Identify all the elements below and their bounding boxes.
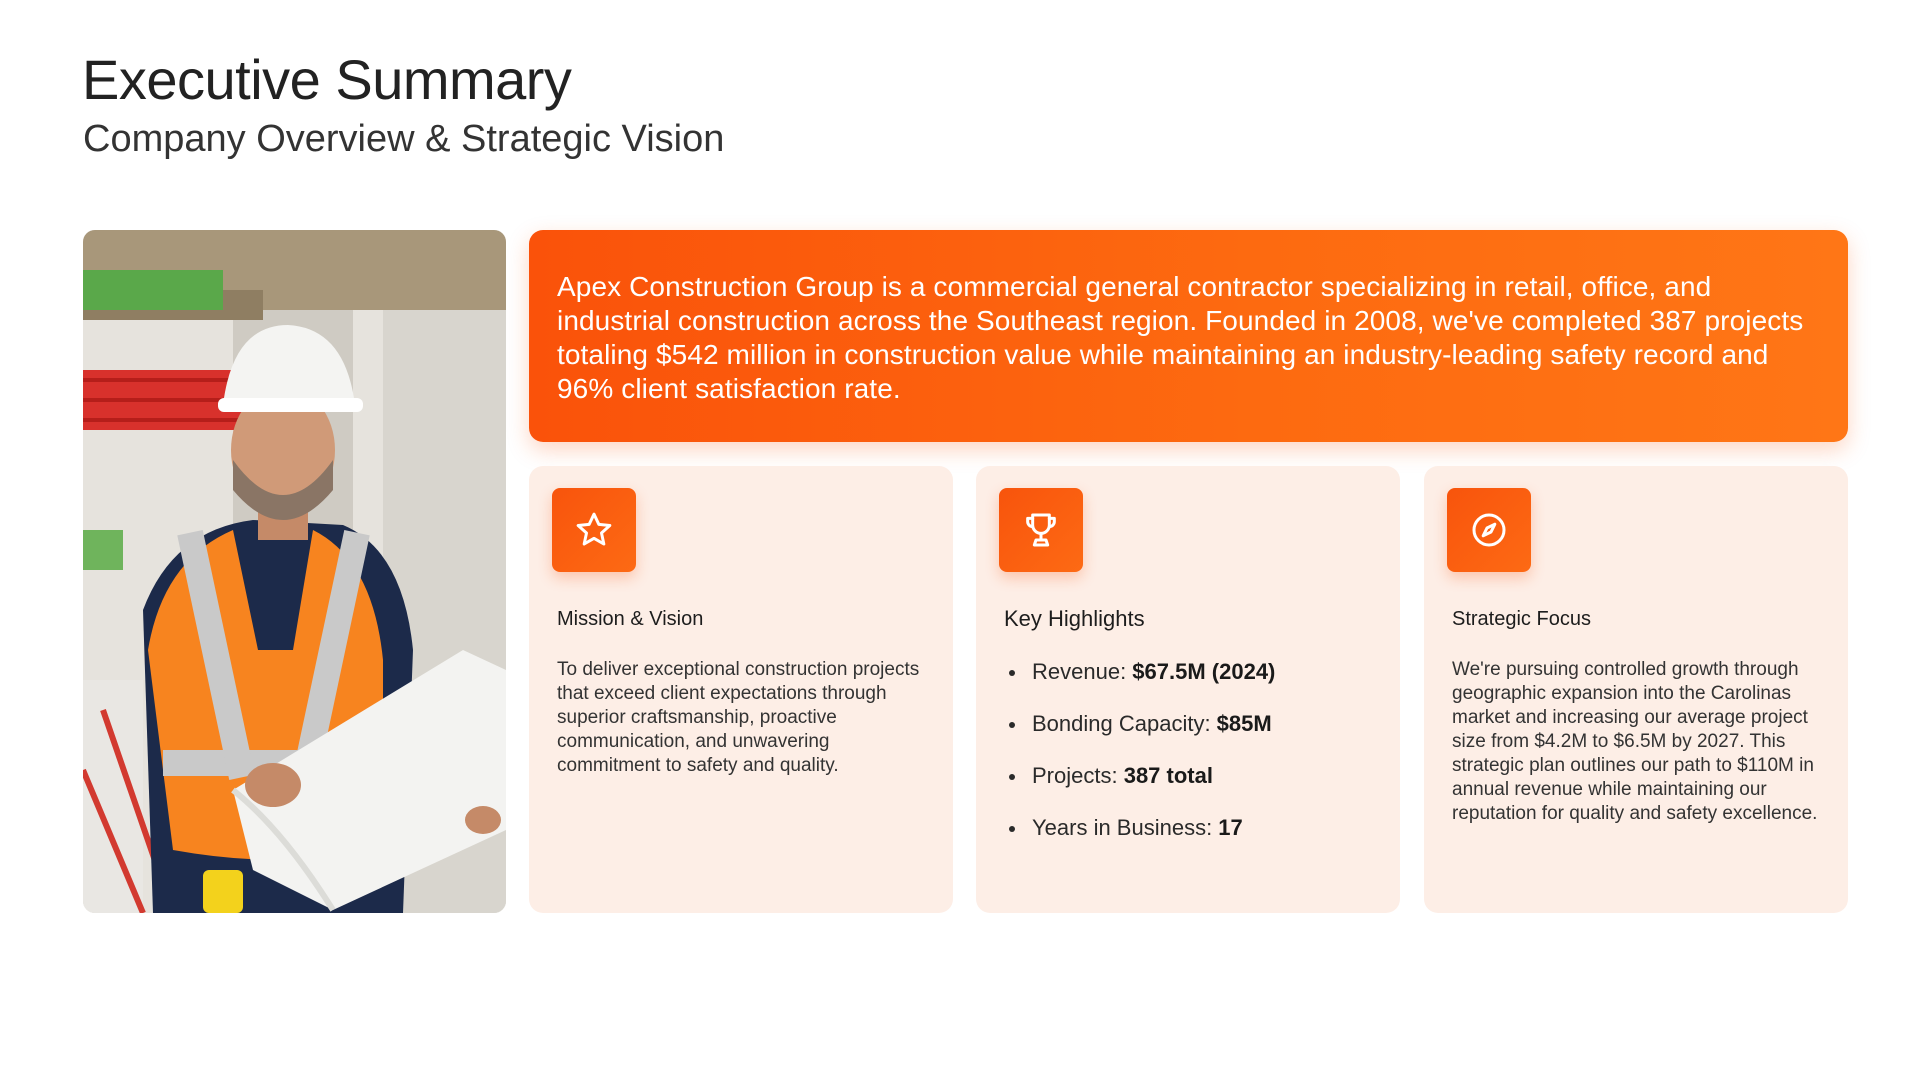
list-item: Projects: 387 total	[1004, 762, 1372, 790]
list-item: Bonding Capacity: $85M	[1004, 710, 1372, 738]
card-title: Key Highlights	[1004, 606, 1145, 631]
company-summary-text: Apex Construction Group is a commercial general contractor specializing in retail, office, and industrial construction across the Southeast region. Founded in 2008, we've completed 387 projects totaling $542 million in construction value while maintaining an industry-leading safety record and 96% client satisfaction rate.	[557, 271, 1804, 404]
card-text: We're pursuing controlled growth through geographic expansion into the Carolinas market and increasing our average project size from $4.2M to $6.5M by 2027. This strategic plan outlines our path to $110M in annual revenue while maintaining our reputation for quality and safety excellence.	[1452, 659, 1818, 824]
compass-icon	[1447, 488, 1531, 572]
trophy-icon	[999, 488, 1083, 572]
list-item: Years in Business: 17	[1004, 814, 1372, 842]
page-title: Executive Summary	[82, 48, 572, 111]
strategic-focus-card	[1424, 466, 1848, 913]
company-summary-banner	[529, 230, 1848, 442]
construction-worker-photo	[83, 230, 506, 913]
card-title: Mission & Vision	[557, 608, 704, 630]
key-highlights-card	[976, 466, 1400, 913]
card-title: Strategic Focus	[1452, 608, 1591, 630]
page-subtitle: Company Overview & Strategic Vision	[83, 118, 725, 160]
highlights-list	[1004, 658, 1372, 842]
mission-vision-card	[529, 466, 953, 913]
star-icon	[552, 488, 636, 572]
card-text: To deliver exceptional construction projects that exceed client expectations through superior craftsmanship, proactive communication, and unwavering commitment to safety and quality.	[557, 659, 920, 776]
list-item: Revenue: $67.5M (2024)	[1004, 658, 1372, 686]
